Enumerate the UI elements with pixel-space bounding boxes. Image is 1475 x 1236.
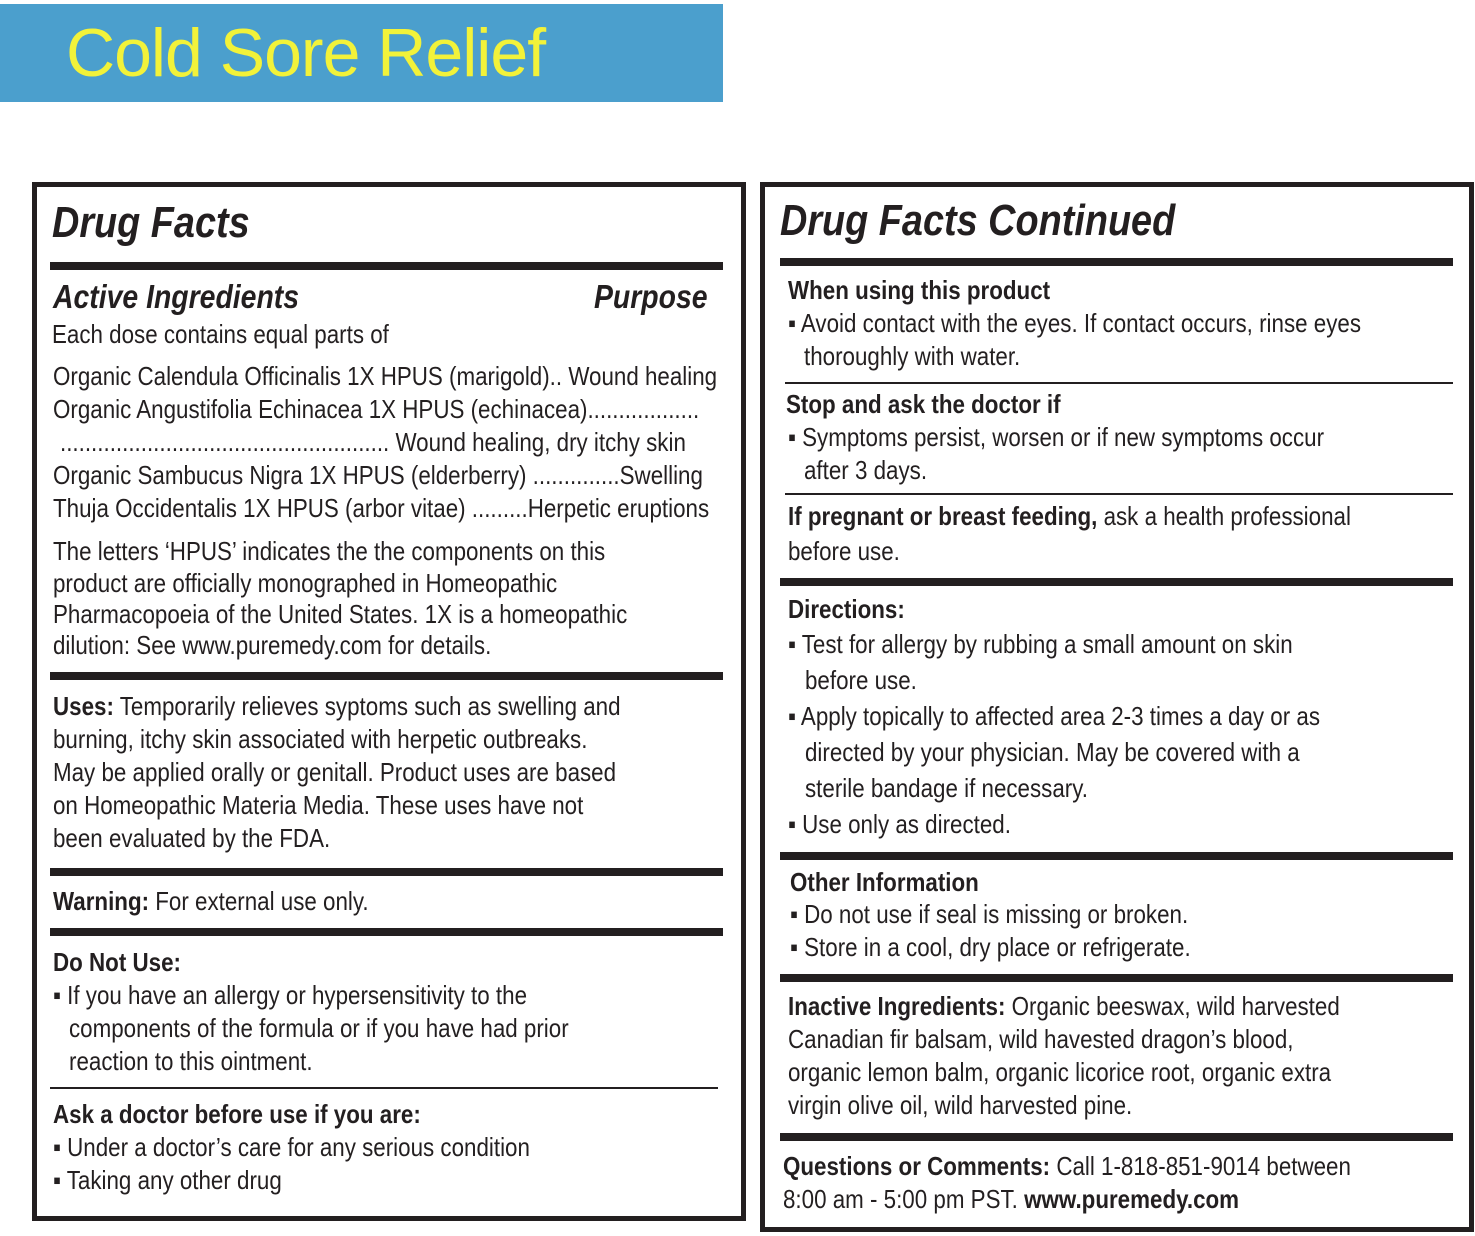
- product-title: Cold Sore Relief: [66, 15, 546, 91]
- warning-line: Warning: For external use only.: [53, 886, 369, 916]
- divider: [780, 852, 1453, 860]
- when-using-heading: When using this product: [788, 275, 1051, 305]
- uses-line: burning, itchy skin associated with herpetic outbreaks.: [53, 724, 588, 754]
- ingredient-line: ..................................................... Wound healing, dry itchy skin: [60, 427, 686, 457]
- uses-line: May be applied orally or genitall. Product uses are based: [53, 757, 617, 787]
- drug-facts-continued-title: Drug Facts Continued: [780, 196, 1176, 245]
- ingredient-line: Organic Calendula Officinalis 1X HPUS (marigold).. Wound healing: [53, 361, 718, 391]
- ask-doctor-heading: Ask a doctor before use if you are:: [53, 1099, 421, 1129]
- hours-line: 8:00 am - 5:00 pm PST. www.puremedy.com: [783, 1184, 1240, 1214]
- purpose-heading: Purpose: [594, 278, 708, 315]
- directions-line: ▪ Apply topically to affected area 2-3 times a day or as: [788, 701, 1321, 731]
- do-not-use-line: components of the formula or if you have had prior: [69, 1013, 569, 1043]
- active-ingredients-heading: Active Ingredients: [53, 278, 300, 315]
- hpus-note-line: dilution: See www.puremedy.com for details.: [53, 630, 492, 660]
- other-info-line: ▪ Store in a cool, dry place or refrigerate.: [790, 932, 1191, 962]
- website-link[interactable]: www.puremedy.com: [1024, 1184, 1240, 1214]
- do-not-use-line: ▪ If you have an allergy or hypersensitivity to the: [53, 980, 528, 1010]
- ingredient-line: Organic Angustifolia Echinacea 1X HPUS (echinacea)..................: [53, 394, 700, 424]
- when-using-line: ▪ Avoid contact with the eyes. If contact occurs, rinse eyes: [788, 308, 1362, 338]
- uses-label: Uses:: [53, 691, 114, 721]
- directions-heading: Directions:: [788, 594, 905, 624]
- divider: [50, 868, 723, 876]
- ingredient-line: Thuja Occidentalis 1X HPUS (arbor vitae) .........Herpetic eruptions: [53, 493, 710, 523]
- header-banner: [0, 4, 723, 102]
- divider: [50, 928, 723, 936]
- ingredient-line: Organic Sambucus Nigra 1X HPUS (elderberry) ..............Swelling: [53, 460, 703, 490]
- inactive-line: Inactive Ingredients: Organic beeswax, wild harvested: [788, 991, 1340, 1021]
- directions-line: directed by your physician. May be covered with a: [805, 737, 1300, 767]
- pregnant-label: If pregnant or breast feeding,: [788, 501, 1098, 531]
- uses-line: been evaluated by the FDA.: [53, 823, 331, 853]
- do-not-use-heading: Do Not Use:: [53, 947, 181, 977]
- divider: [780, 578, 1453, 586]
- stop-ask-heading: Stop and ask the doctor if: [786, 389, 1061, 419]
- dose-line: Each dose contains equal parts of: [52, 319, 389, 349]
- directions-line: sterile bandage if necessary.: [805, 773, 1088, 803]
- inactive-label: Inactive Ingredients:: [788, 991, 1006, 1021]
- warning-label: Warning:: [53, 886, 150, 916]
- do-not-use-line: reaction to this ointment.: [69, 1046, 313, 1076]
- when-using-line: thoroughly with water.: [804, 341, 1021, 371]
- directions-line: ▪ Use only as directed.: [788, 809, 1011, 839]
- hpus-note-line: product are officially monographed in Homeopathic: [53, 568, 558, 598]
- divider: [780, 974, 1453, 982]
- inactive-line: organic lemon balm, organic licorice root, organic extra: [788, 1057, 1332, 1087]
- other-info-heading: Other Information: [790, 867, 979, 897]
- directions-line: ▪ Test for allergy by rubbing a small amount on skin: [788, 629, 1293, 659]
- ask-doctor-line: ▪ Under a doctor’s care for any serious condition: [53, 1132, 530, 1162]
- uses-line: Uses: Temporarily relieves syptoms such as swelling and: [53, 691, 621, 721]
- divider: [50, 672, 723, 680]
- pregnant-line: before use.: [788, 536, 900, 566]
- stop-ask-line: ▪ Symptoms persist, worsen or if new symptoms occur: [788, 422, 1325, 452]
- directions-line: before use.: [805, 665, 917, 695]
- hpus-note-line: The letters ‘HPUS’ indicates the the components on this: [53, 536, 606, 566]
- hpus-note-line: Pharmacopoeia of the United States. 1X is a homeopathic: [53, 599, 628, 629]
- divider: [785, 382, 1453, 384]
- drug-facts-title: Drug Facts: [52, 198, 250, 247]
- divider: [780, 1133, 1453, 1141]
- other-info-line: ▪ Do not use if seal is missing or broken.: [790, 899, 1189, 929]
- divider: [50, 1087, 718, 1089]
- divider: [785, 493, 1453, 495]
- ask-doctor-line: ▪ Taking any other drug: [53, 1165, 282, 1195]
- pregnant-line: If pregnant or breast feeding, ask a health professional: [788, 501, 1351, 531]
- uses-line: on Homeopathic Materia Media. These uses have not: [53, 790, 584, 820]
- stop-ask-line: after 3 days.: [804, 455, 928, 485]
- questions-line: Questions or Comments: Call 1-818-851-9014 between: [783, 1151, 1351, 1181]
- inactive-line: virgin olive oil, wild harvested pine.: [788, 1090, 1133, 1120]
- inactive-line: Canadian fir balsam, wild havested dragon’s blood,: [788, 1024, 1294, 1054]
- divider: [780, 258, 1453, 266]
- questions-label: Questions or Comments:: [783, 1151, 1051, 1181]
- divider: [50, 262, 723, 270]
